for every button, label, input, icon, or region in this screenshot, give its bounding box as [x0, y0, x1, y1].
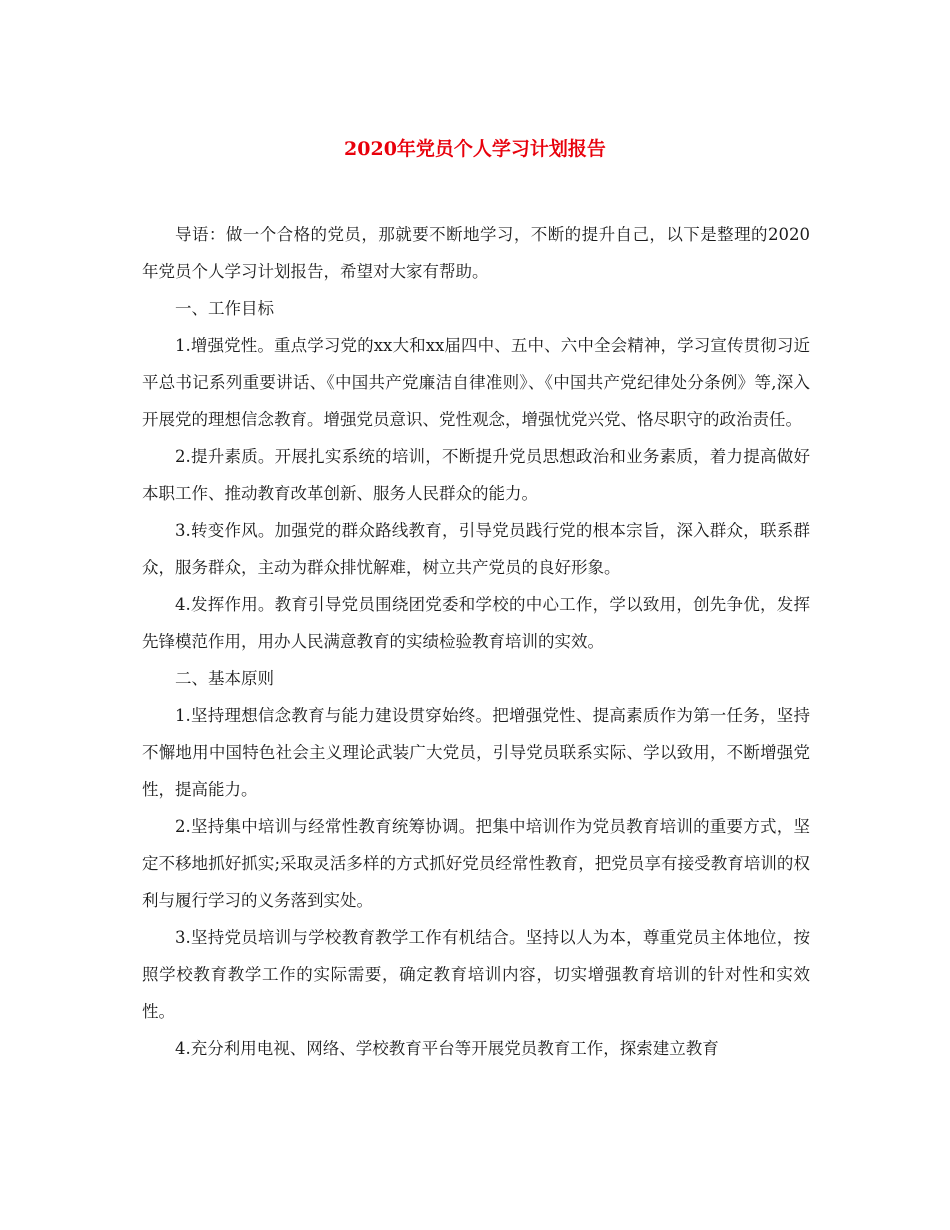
goal-paragraph-2: 2.提升素质。开展扎实系统的培训，不断提升党员思想政治和业务素质，着力提高做好本职工作、推动教育改革创新、服务人民群众的能力。 — [142, 447, 810, 503]
section-heading-basic-principles: 二、基本原则 — [175, 669, 274, 688]
section-heading-work-goals: 一、工作目标 — [175, 299, 274, 318]
principle-paragraph-3: 3.坚持党员培训与学校教育教学工作有机结合。坚持以人为本，尊重党员主体地位，按照学校教育教学工作的实际需要，确定教育培训内容，切实增强教育培训的针对性和实效性。 — [142, 928, 810, 1021]
principle-paragraph-1: 1.坚持理想信念教育与能力建设贯穿始终。把增强党性、提高素质作为第一任务，坚持不懈地用中国特色社会主义理论武装广大党员，引导党员联系实际、学以致用，不断增强党性，提高能力。 — [142, 706, 810, 799]
principle-paragraph-2: 2.坚持集中培训与经常性教育统筹协调。把集中培训作为党员教育培训的重要方式，坚定不移地抓好抓实;采取灵活多样的方式抓好党员经常性教育，把党员享有接受教育培训的权利与履行学习的义务落到实处。 — [142, 817, 810, 910]
goal-paragraph-4: 4.发挥作用。教育引导党员围绕团党委和学校的中心工作，学以致用，创先争优，发挥先锋模范作用，用办人民满意教育的实绩检验教育培训的实效。 — [142, 595, 810, 651]
principle-paragraph-4: 4.充分利用电视、网络、学校教育平台等开展党员教育工作，探索建立教育 — [175, 1039, 719, 1058]
document-body — [142, 216, 810, 1067]
intro-paragraph: 导语：做一个合格的党员，那就要不断地学习，不断的提升自己，以下是整理的2020年党员个人学习计划报告，希望对大家有帮助。 — [142, 225, 810, 281]
goal-paragraph-3: 3.转变作风。加强党的群众路线教育，引导党员践行党的根本宗旨，深入群众，联系群众，服务群众，主动为群众排忧解难，树立共产党员的良好形象。 — [142, 521, 810, 577]
document-title: 2020年党员个人学习计划报告 — [344, 138, 606, 160]
goal-paragraph-1: 1.增强党性。重点学习党的xx大和xx届四中、五中、六中全会精神，学习宣传贯彻习近平总书记系列重要讲话、《中国共产党廉洁自律准则》、《中国共产党纪律处分条例》等,深入开展党的理想信念教育。增强党员意识、党性观念，增强忧党兴党、恪尽职守的政治责任。 — [142, 336, 810, 429]
